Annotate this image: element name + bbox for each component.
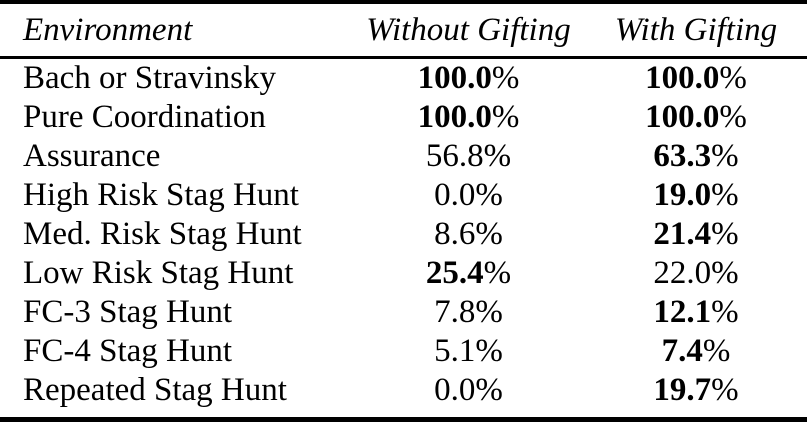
without-gifting-cell: [352, 218, 585, 251]
without-gifting-cell: [352, 140, 585, 173]
with-gifting-cell: [585, 296, 807, 329]
column-header-environment: Environment: [23, 11, 193, 48]
percentage-value: 5.1: [434, 333, 476, 369]
environment-cell: FC-3 Stag Hunt: [23, 294, 233, 330]
percentage-value: 19.0: [653, 177, 712, 213]
environment-cell: Bach or Stravinsky: [23, 60, 276, 96]
percentage-value: 25.4: [425, 255, 484, 291]
percent-sign: %: [491, 99, 520, 135]
without-gifting-cell: [352, 374, 585, 407]
with-gifting-cell: [585, 101, 807, 134]
percent-sign: %: [475, 177, 503, 213]
with-gifting-cell: [585, 335, 807, 368]
environment-cell: FC-4 Stag Hunt: [23, 333, 233, 369]
percentage-value: 63.3: [653, 138, 712, 174]
table-bottom-rule: [0, 417, 807, 422]
percentage-value: 7.8: [434, 294, 476, 330]
without-gifting-cell: [352, 101, 585, 134]
percent-sign: %: [711, 177, 739, 213]
table-row: [0, 176, 807, 215]
percentage-value: 0.0: [434, 177, 476, 213]
environment-cell: Assurance: [23, 138, 161, 174]
with-gifting-cell: [585, 374, 807, 407]
table-row: [0, 98, 807, 137]
percentage-value: 8.6: [434, 216, 476, 252]
without-gifting-cell: [352, 62, 585, 95]
table-header-row: [0, 4, 807, 56]
percent-sign: %: [475, 216, 503, 252]
table-row: [0, 254, 807, 293]
percent-sign: %: [711, 216, 739, 252]
environment-cell: Repeated Stag Hunt: [23, 372, 287, 408]
percent-sign: %: [483, 138, 512, 174]
percentage-value: 22.0: [653, 255, 712, 291]
without-gifting-cell: [352, 296, 585, 329]
with-gifting-cell: [585, 257, 807, 290]
percent-sign: %: [719, 99, 747, 135]
table-body: [0, 59, 807, 410]
table-row: [0, 293, 807, 332]
percent-sign: %: [491, 60, 520, 96]
table-row: [0, 215, 807, 254]
percent-sign: %: [711, 294, 739, 330]
percentage-value: 12.1: [653, 294, 712, 330]
percent-sign: %: [475, 294, 503, 330]
percentage-value: 21.4: [653, 216, 712, 252]
without-gifting-cell: [352, 179, 585, 212]
percentage-value: 19.7: [653, 372, 712, 408]
environment-cell: High Risk Stag Hunt: [23, 177, 299, 213]
percentage-value: 100.0: [645, 60, 720, 96]
percentage-value: 56.8: [425, 138, 484, 174]
percentage-value: 100.0: [417, 60, 492, 96]
table-bottom-spacer: [0, 410, 807, 417]
table-row: [0, 371, 807, 410]
with-gifting-cell: [585, 218, 807, 251]
table-row: [0, 59, 807, 98]
column-header-without-gifting: Without Gifting: [366, 11, 571, 48]
percent-sign: %: [711, 255, 739, 291]
environment-cell: Pure Coordination: [23, 99, 266, 135]
with-gifting-cell: [585, 140, 807, 173]
column-header-with-gifting: With Gifting: [614, 11, 778, 48]
without-gifting-cell: [352, 335, 585, 368]
percentage-value: 0.0: [434, 372, 476, 408]
percentage-value: 100.0: [417, 99, 492, 135]
percent-sign: %: [702, 333, 731, 369]
table-row: [0, 137, 807, 176]
percentage-value: 100.0: [645, 99, 720, 135]
without-gifting-cell: [352, 257, 585, 290]
percent-sign: %: [719, 60, 747, 96]
environment-cell: Med. Risk Stag Hunt: [23, 216, 302, 252]
environment-cell: Low Risk Stag Hunt: [23, 255, 294, 291]
percent-sign: %: [475, 372, 503, 408]
percent-sign: %: [483, 255, 512, 291]
percent-sign: %: [475, 333, 503, 369]
table-row: [0, 332, 807, 371]
percent-sign: %: [711, 138, 739, 174]
percentage-value: 7.4: [661, 333, 703, 369]
percent-sign: %: [711, 372, 739, 408]
with-gifting-cell: [585, 62, 807, 95]
with-gifting-cell: [585, 179, 807, 212]
